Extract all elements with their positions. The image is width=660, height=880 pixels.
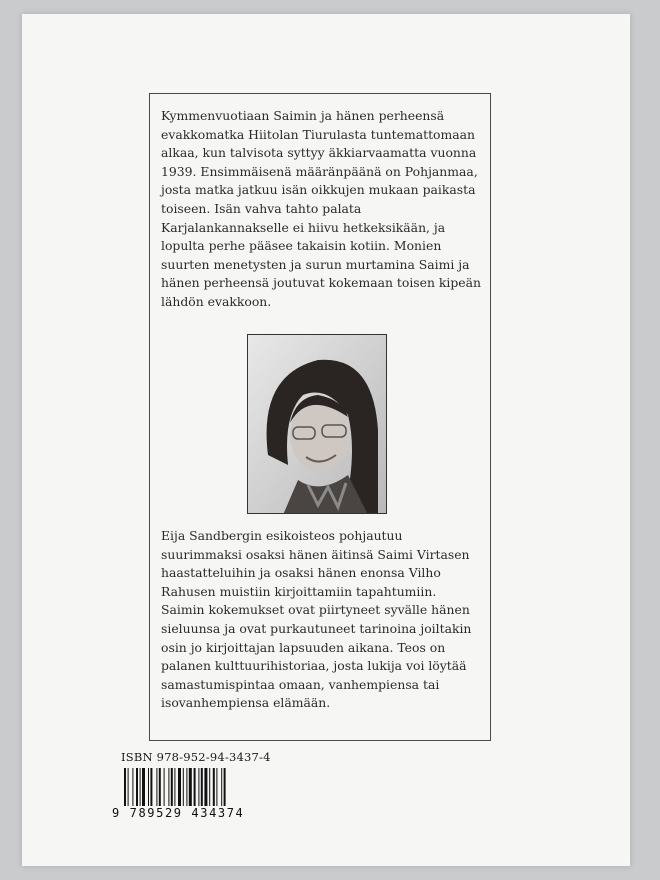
blurb-paragraph-bottom: Eija Sandbergin esikoisteos pohjautuu suurimmaksi osaksi hänen äitinsä Saimi Virtasen haastatteluihin ja osaksi hänen enonsa Vilho Rahusen muistiin kirjoittamiin tapahtumiin. Saimin kokemukset ovat piirtyneet syvälle hänen sieluunsa ja ovat purkautuneet tarinoina joiltakin osin jo kirjoittajan lapsuuden aikana. Teos on palanen kulttuurihistoriaa, josta lukija voi löytää samastumispintaa omaan, vanhempiensa tai isovanhempiensa elämään. xyxy=(161,528,472,711)
barcode-digits: 9 789529 434374 xyxy=(112,806,280,820)
blurb-paragraph-top: Kymmenvuotiaan Saimin ja hänen perheensä evakkomatka Hiitolan Tiurulasta tuntemattomaan alkaa, kun talvisota syttyy äkkiarvaamatta vuonna 1939. Ensimmäisenä määränpäänä on Pohjanmaa, josta matka jatkuu isän oikkujen mukaan paikasta toiseen. Isän vahva tahto palata Karjalankannakselle ei hiivu hetkeksikään, ja lopulta perhe pääsee takaisin kotiin. Monien suurten menetysten ja surun murtamina Saimi ja hänen perheensä joutuvat kokemaan toisen kipeän lähdön evakkoon. xyxy=(161,108,482,309)
author-photo xyxy=(247,334,387,514)
isbn-label: ISBN 978-952-94-3437-4 xyxy=(121,750,271,764)
author-portrait-image xyxy=(248,335,387,514)
